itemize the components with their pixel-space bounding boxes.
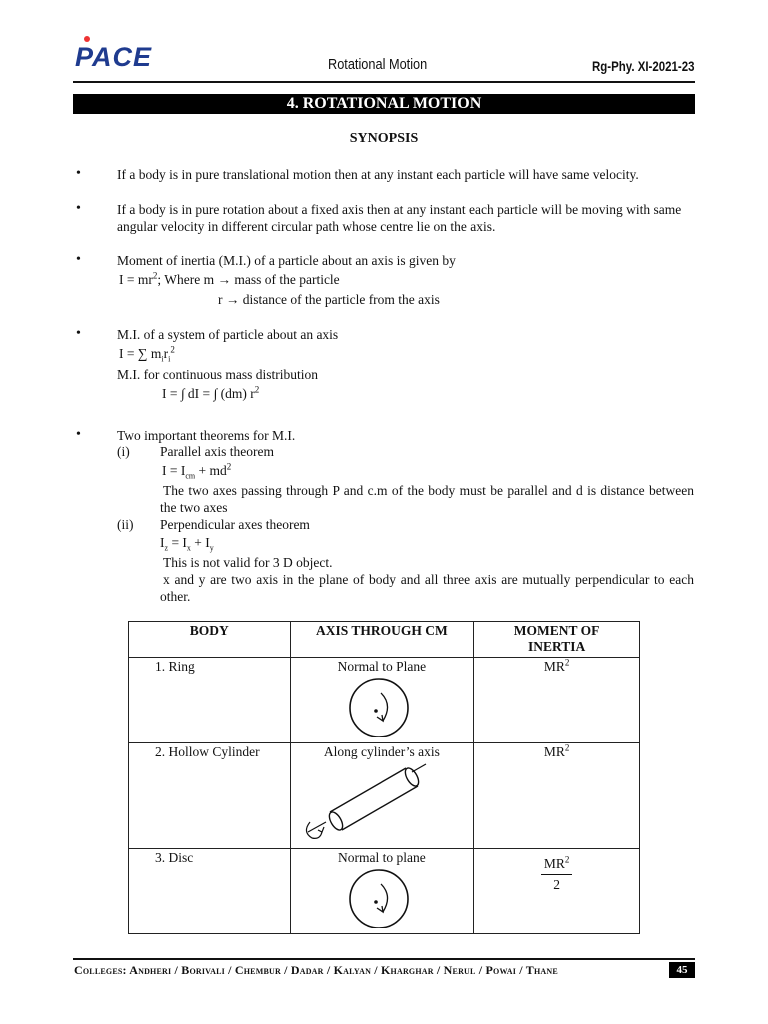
- moi-cell: $MR^2$: [474, 658, 640, 743]
- header-code: Rg-Phy. XI-2021-23: [592, 58, 695, 74]
- header-divider: [73, 81, 695, 83]
- bullet-icon: •: [76, 252, 81, 267]
- header-subject: Rotational Motion: [328, 56, 428, 73]
- moi-cell: $MR^2$: [474, 743, 640, 849]
- paragraph-continuous: M.I. for continuous mass distribution: [117, 367, 318, 382]
- paragraph-theorems: Two important theorems for M.I.: [117, 428, 296, 443]
- moi-table: [128, 621, 640, 934]
- bullet-icon: •: [76, 427, 81, 442]
- moi-cell: [474, 849, 640, 934]
- theorem-i-title: Parallel axis theorem: [160, 444, 274, 459]
- bullet-icon: •: [76, 166, 81, 181]
- chapter-title: 4. ROTATIONAL MOTION: [73, 94, 695, 114]
- bullet-icon: •: [76, 201, 81, 216]
- table-header: BODY: [129, 622, 291, 658]
- table-row: [129, 849, 640, 934]
- axis-cell: Along cylinder’s axis: [290, 743, 474, 849]
- paragraph-translational: If a body is in pure translational motion then at any instant each particle will have same velocity.: [117, 167, 639, 182]
- perpendicular-note-3d: This is not valid for 3 D object.: [163, 555, 333, 570]
- disc-icon: [347, 866, 417, 928]
- theorem-ii-title: Perpendicular axes theorem: [160, 517, 310, 532]
- bullet-icon: •: [76, 326, 81, 341]
- formula-perpendicular-axes: $I_z = I_x + I_y$: [160, 535, 214, 553]
- theorem-ii-label: (ii): [117, 517, 134, 532]
- footer-colleges: Colleges: Andheri / Borivali / Chembur / Dadar / Kalyan / Kharghar / Nerul / Powai / Thane: [74, 963, 558, 977]
- page-number: 45: [669, 962, 695, 978]
- paragraph-rotation: If a body is in pure rotation about a fixed axis then at any instant each particle will be moving with same angular velocity in different circular path whose centre lie on the axis.: [117, 202, 682, 234]
- moi-fraction: $\frac{MR^2}{2}$: [541, 856, 573, 893]
- body-cell: 1. Ring: [129, 658, 291, 743]
- ring-icon: [347, 675, 417, 737]
- synopsis-heading: SYNOPSIS: [349, 131, 419, 146]
- cylinder-icon: [300, 760, 450, 844]
- formula-moi-system: I = ∑ $m_ir_i^2$: [119, 344, 175, 364]
- pace-logo: PACE: [75, 42, 152, 73]
- paragraph-moi-system: M.I. of a system of particle about an axis: [117, 327, 339, 342]
- perpendicular-note-plane: x and y are two axis in the plane of body and all three axis are mutually perpendicular to each other.: [160, 572, 694, 604]
- table-header: MOMENT OF INERTIA: [474, 622, 640, 658]
- formula-continuous: I = ∫ dI = ∫ (dm) $r^2$: [162, 384, 260, 401]
- formula-where-r: r → distance of the particle from the axis: [218, 292, 440, 307]
- table-row: [129, 743, 640, 849]
- formula-parallel-axis: $I = I_{cm} + md^2$: [162, 461, 232, 481]
- axis-cell: Normal to Plane: [290, 658, 474, 743]
- logo-dot-icon: [84, 36, 90, 42]
- footer-divider: [73, 958, 695, 960]
- table-row: [129, 658, 640, 743]
- body-cell: 3. Disc: [129, 849, 291, 934]
- parallel-axis-description: The two axes passing through P and c.m of the body must be parallel and d is distance between the two axes: [160, 483, 694, 515]
- theorem-i-label: (i): [117, 444, 130, 459]
- table-header: AXIS THROUGH CM: [290, 622, 474, 658]
- formula-moi-particle: $I = mr^2$; Where m → mass of the particle: [119, 270, 340, 287]
- paragraph-moi-particle: Moment of inertia (M.I.) of a particle about an axis is given by: [117, 253, 456, 268]
- table-header-row: [129, 622, 640, 658]
- body-cell: 2. Hollow Cylinder: [129, 743, 291, 849]
- axis-cell: Normal to plane: [290, 849, 474, 934]
